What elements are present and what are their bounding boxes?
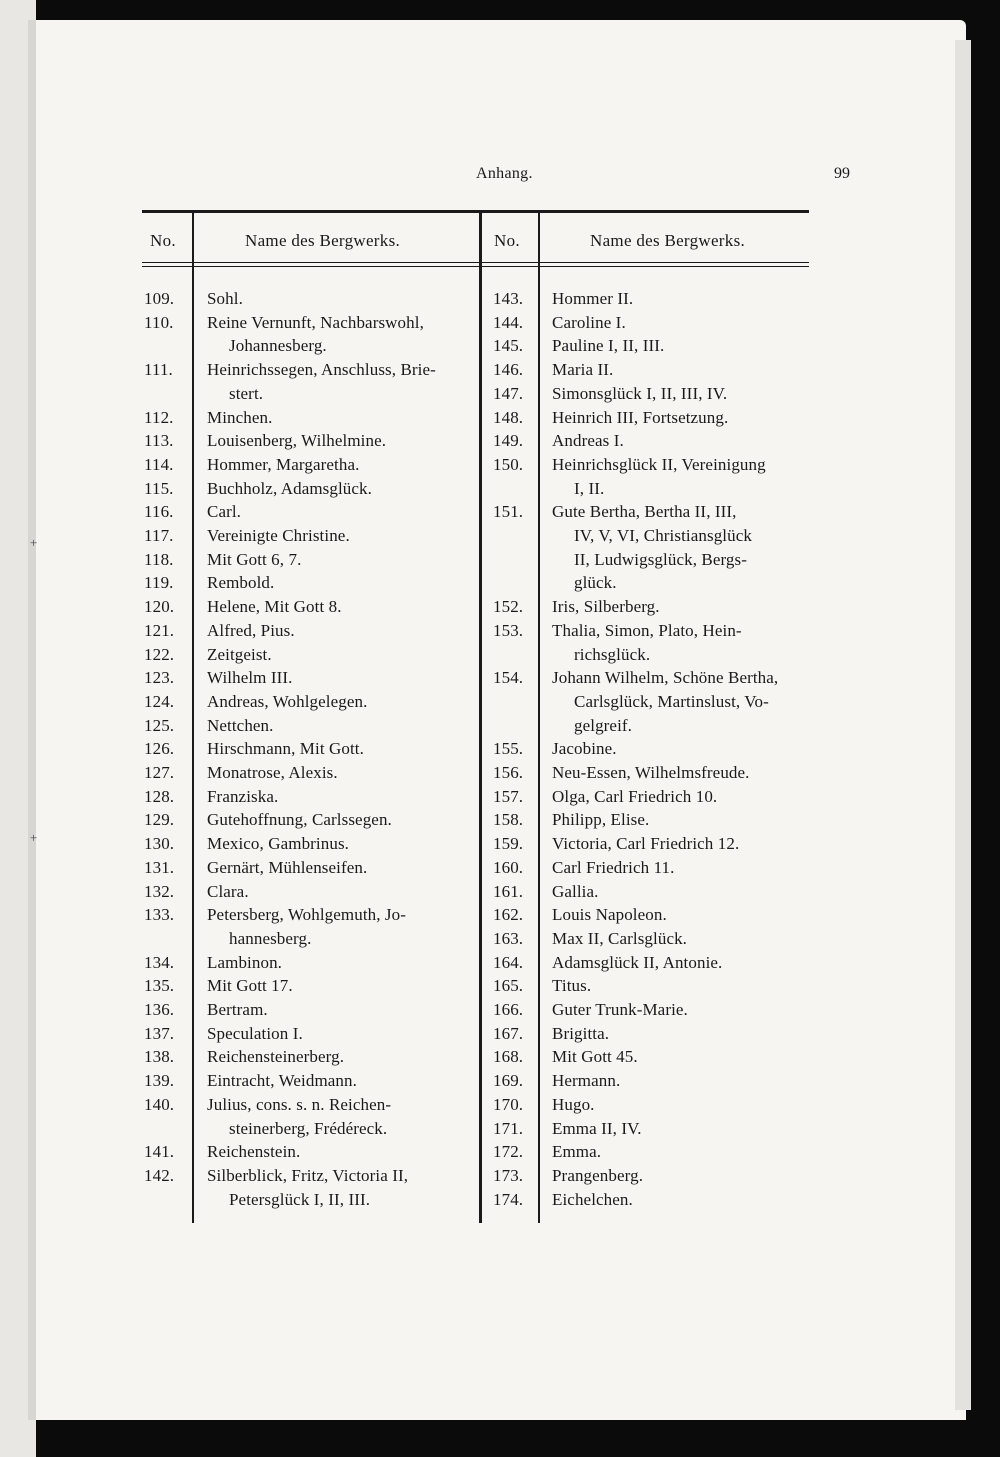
entry-number: 147. [493,383,524,403]
mine-name-line: Zeitgeist. [207,644,272,664]
entry-number: 130. [144,834,175,854]
mine-name-line: Julius, cons. s. n. Reichen- [207,1094,392,1114]
mine-names [552,334,817,358]
mine-names [552,1093,817,1117]
mine-name-line: Hommer II. [552,289,634,308]
mine-names [552,1069,817,1093]
entry-number: 151. [493,502,524,522]
mine-name-line: Caroline I. [552,312,626,332]
mine-name-line: Hermann. [552,1071,621,1091]
mine-name-line: Reichenstein. [207,1142,301,1162]
entry-number: 127. [144,763,175,782]
entry-number: 141. [144,1142,175,1162]
mine-name-line: Speculation I. [207,1023,303,1043]
mine-names [207,951,472,975]
mine-name-line: Neu-Essen, Wilhelmsfreude. [552,763,750,782]
entry-number: 117. [144,526,174,545]
header-name-right: Name des Bergwerks. [590,231,746,250]
entry-number: 132. [144,881,175,901]
mine-name-line: Philipp, Elise. [552,810,650,830]
mine-name-line: Hirschmann, Mit Gott. [207,739,364,759]
mine-names [207,690,472,714]
mine-name-line: glück. [574,573,617,593]
mine-name-line: Eintracht, Weidmann. [207,1071,357,1091]
mine-name-line: Eichelchen. [552,1189,633,1209]
mine-name-line: steinerberg, Frédéreck. [229,1118,388,1138]
mine-names [207,785,472,809]
mine-names [552,785,817,809]
mine-name-line: Vereinigte Christine. [207,526,350,545]
mine-names [552,856,817,880]
mine-name-line: Hugo. [552,1094,595,1114]
mine-names [207,311,472,358]
mine-names [207,358,472,405]
mine-name-line: Johannesberg. [229,336,327,356]
mine-name-line: II, Ludwigsglück, Bergs- [574,549,748,569]
mine-names [207,406,472,430]
entry-number: 162. [493,905,524,925]
entry-number: 126. [144,739,175,759]
entry-number: 136. [144,1000,175,1019]
mine-names [552,619,817,666]
mine-names [207,619,472,643]
mine-names [207,453,472,477]
mine-names [207,737,472,761]
mine-names [552,1140,817,1164]
page-header [36,165,966,189]
mine-name-line: Mit Gott 17. [207,976,293,996]
mine-name-line: Silberblick, Fritz, Victoria II, [207,1165,409,1185]
mine-name-line: Louisenberg, Wilhelmine. [207,431,387,451]
entry-number: 131. [144,857,175,877]
mine-name-line: Carlsglück, Martinslust, Vo- [574,691,769,711]
mine-names [207,1022,472,1046]
mine-name-line: Carl Friedrich 11. [552,857,675,877]
entry-number: 171. [493,1118,524,1138]
mine-names [552,500,817,595]
mine-name-line: Alfred, Pius. [207,620,295,640]
mine-name-line: Titus. [552,976,592,996]
mine-names [207,524,472,548]
mine-name-line: Reine Vernunft, Nachbarswohl, [207,312,424,332]
entry-number: 145. [493,336,524,356]
entry-number: 146. [493,360,524,380]
mine-name-line: Johann Wilhelm, Schöne Bertha, [552,668,779,688]
mine-name-line: Wilhelm III. [207,668,293,688]
mine-name-line: Petersberg, Wohlgemuth, Jo- [207,905,407,925]
mine-names [207,666,472,690]
mine-names [552,1045,817,1069]
mine-names [552,737,817,761]
mine-name-line: Monatrose, Alexis. [207,763,338,782]
entry-number: 156. [493,763,524,782]
header-no-right: No. [494,231,520,250]
mine-name-line: Carl. [207,502,242,522]
header-bottom-rule [142,262,809,263]
mine-name-line: Sohl. [207,289,243,308]
mine-name-line: Mexico, Gambrinus. [207,834,350,854]
margin-mark: + [30,830,38,845]
mine-name-line: Lambinon. [207,952,283,972]
entry-number: 128. [144,786,175,806]
mine-names [207,832,472,856]
entry-number: 142. [144,1165,175,1185]
mine-name-line: Adamsglück II, Antonie. [552,952,723,972]
mine-names [552,998,817,1022]
mine-name-line: Petersglück I, II, III. [229,1189,371,1209]
entry-number: 155. [493,739,524,759]
mine-names [207,998,472,1022]
entry-number: 134. [144,952,175,972]
mine-names [552,382,817,406]
mine-name-line: Olga, Carl Friedrich 10. [552,786,718,806]
mine-name-line: Max II, Carlsglück. [552,928,688,948]
mine-names [552,951,817,975]
mine-names [207,500,472,524]
mine-names [207,808,472,832]
entry-number: 153. [493,620,524,640]
entry-number: 140. [144,1094,175,1114]
mine-name-line: Mit Gott 45. [552,1047,638,1067]
mine-name-line: Andreas, Wohlgelegen. [207,691,368,711]
page-stack-edge [955,40,971,1410]
entry-number: 160. [493,857,524,877]
mine-names [207,1045,472,1069]
entry-number: 120. [144,597,175,617]
entry-number: 172. [493,1142,524,1162]
header-no-left: No. [150,231,176,250]
mine-name-line: Gutehoffnung, Carlssegen. [207,810,392,830]
mine-names [207,714,472,738]
mine-name-line: hannesberg. [229,928,312,948]
mine-name-line: richsglück. [574,644,651,664]
mine-names [207,974,472,998]
mine-name-line: Emma. [552,1142,602,1162]
entry-number: 149. [493,431,524,451]
entry-number: 118. [144,549,174,569]
mine-names [552,311,817,335]
mine-names [552,808,817,832]
mine-names [207,1093,472,1140]
mine-name-line: I, II. [574,478,605,498]
mine-names [552,453,817,500]
mine-names [552,1022,817,1046]
mine-name-line: Mit Gott 6, 7. [207,549,302,569]
entry-number: 112. [144,407,174,427]
mine-names [552,287,817,311]
mine-names [552,406,817,430]
mine-name-line: Louis Napoleon. [552,905,667,925]
mine-names [207,903,472,950]
entry-number: 157. [493,786,524,806]
mine-names [552,666,817,737]
entry-number: 119. [144,573,174,593]
entry-number: 133. [144,905,175,925]
mine-name-line: stert. [229,383,264,403]
entry-number: 143. [493,289,524,308]
mine-name-line: Victoria, Carl Friedrich 12. [552,834,740,854]
entry-number: 138. [144,1047,175,1067]
entry-number: 116. [144,502,174,522]
entry-number: 123. [144,668,175,688]
mine-name-line: Rembold. [207,573,275,593]
page-number: 99 [834,165,850,182]
mine-names [552,880,817,904]
mine-names [552,358,817,382]
mine-name-line: Buchholz, Adamsglück. [207,478,372,498]
mine-name-line: IV, V, VI, Christiansglück [574,526,752,545]
entry-number: 135. [144,976,175,996]
margin-mark: + [30,535,38,550]
mine-name-line: Guter Trunk-Marie. [552,1000,688,1019]
mine-name-line: Heinrichsglück II, Vereinigung [552,454,766,474]
entry-number: 113. [144,431,174,451]
entry-number: 115. [144,478,174,498]
mine-names [207,477,472,501]
entry-number: 150. [493,454,524,474]
mine-names [552,927,817,951]
mine-name-line: Prangenberg. [552,1165,644,1185]
entry-number: 109. [144,289,175,308]
mine-names [552,1164,817,1188]
mine-name-line: Nettchen. [207,715,274,735]
mine-names [207,287,472,311]
entry-number: 139. [144,1071,175,1091]
entry-number: 163. [493,928,524,948]
entry-number: 129. [144,810,175,830]
mine-names [552,1188,817,1212]
mine-name-line: Reichensteinerberg. [207,1047,345,1067]
mine-name-line: Hommer, Margaretha. [207,454,360,474]
entry-number: 166. [493,1000,524,1019]
mine-names [207,1140,472,1164]
mine-names [207,856,472,880]
entry-number: 158. [493,810,524,830]
entry-number: 124. [144,691,175,711]
mine-names [552,1117,817,1141]
mine-name-line: Emma II, IV. [552,1118,642,1138]
mine-names [207,643,472,667]
mine-names [552,761,817,785]
entry-number: 164. [493,952,524,972]
mine-names [207,571,472,595]
mine-name-line: Gernärt, Mühlenseifen. [207,857,368,877]
mine-name-line: Simonsglück I, II, III, IV. [552,383,728,403]
mine-names [552,595,817,619]
mine-names [207,1164,472,1211]
mine-name-line: Jacobine. [552,739,617,759]
entry-number: 154. [493,668,524,688]
entry-number: 167. [493,1023,524,1043]
entry-number: 111. [144,360,173,380]
mine-name-line: Franziska. [207,786,279,806]
mine-name-line: Andreas I. [552,431,624,451]
mine-names [552,974,817,998]
entry-number: 114. [144,454,174,474]
entry-number: 169. [493,1071,524,1091]
mine-name-line: Helene, Mit Gott 8. [207,597,342,617]
mine-names [207,761,472,785]
entry-number: 122. [144,644,175,664]
mine-name-line: Minchen. [207,407,273,427]
mine-name-line: Gute Bertha, Bertha II, III, [552,502,737,522]
entry-number: 137. [144,1023,175,1043]
mine-name-line: Thalia, Simon, Plato, Hein- [552,620,742,640]
entry-number: 121. [144,620,175,640]
entry-number: 174. [493,1189,524,1209]
column-divider-center [479,213,482,1223]
mine-name-line: Heinrich III, Fortsetzung. [552,407,729,427]
mine-name-line: Clara. [207,881,249,901]
running-title: Anhang. [476,165,533,182]
entry-number: 152. [493,597,524,617]
entry-number: 173. [493,1165,524,1185]
mine-name-line: Heinrichssegen, Anschluss, Brie- [207,360,436,380]
entry-number: 170. [493,1094,524,1114]
mine-names [207,1069,472,1093]
entry-number: 165. [493,976,524,996]
header-bottom-rule-2 [142,266,809,267]
mine-name-line: Iris, Silberberg. [552,597,660,617]
entry-number: 148. [493,407,524,427]
entry-number: 144. [493,312,524,332]
mine-names [207,880,472,904]
mine-names [207,548,472,572]
entry-number: 110. [144,312,174,332]
mine-names [207,595,472,619]
mine-name-line: Maria II. [552,360,614,380]
mine-name-line: Gallia. [552,881,599,901]
header-name-left: Name des Bergwerks. [245,231,401,250]
mine-names [207,429,472,453]
table-top-rule [142,210,809,213]
entry-number: 161. [493,881,524,901]
mine-names [552,429,817,453]
mine-name-line: Bertram. [207,1000,268,1019]
entry-number: 125. [144,715,175,735]
entry-number: 168. [493,1047,524,1067]
mine-name-line: Pauline I, II, III. [552,336,665,356]
mine-names [552,832,817,856]
mine-name-line: gelgreif. [574,715,633,735]
entry-number: 159. [493,834,524,854]
mine-names [552,903,817,927]
mine-name-line: Brigitta. [552,1023,610,1043]
